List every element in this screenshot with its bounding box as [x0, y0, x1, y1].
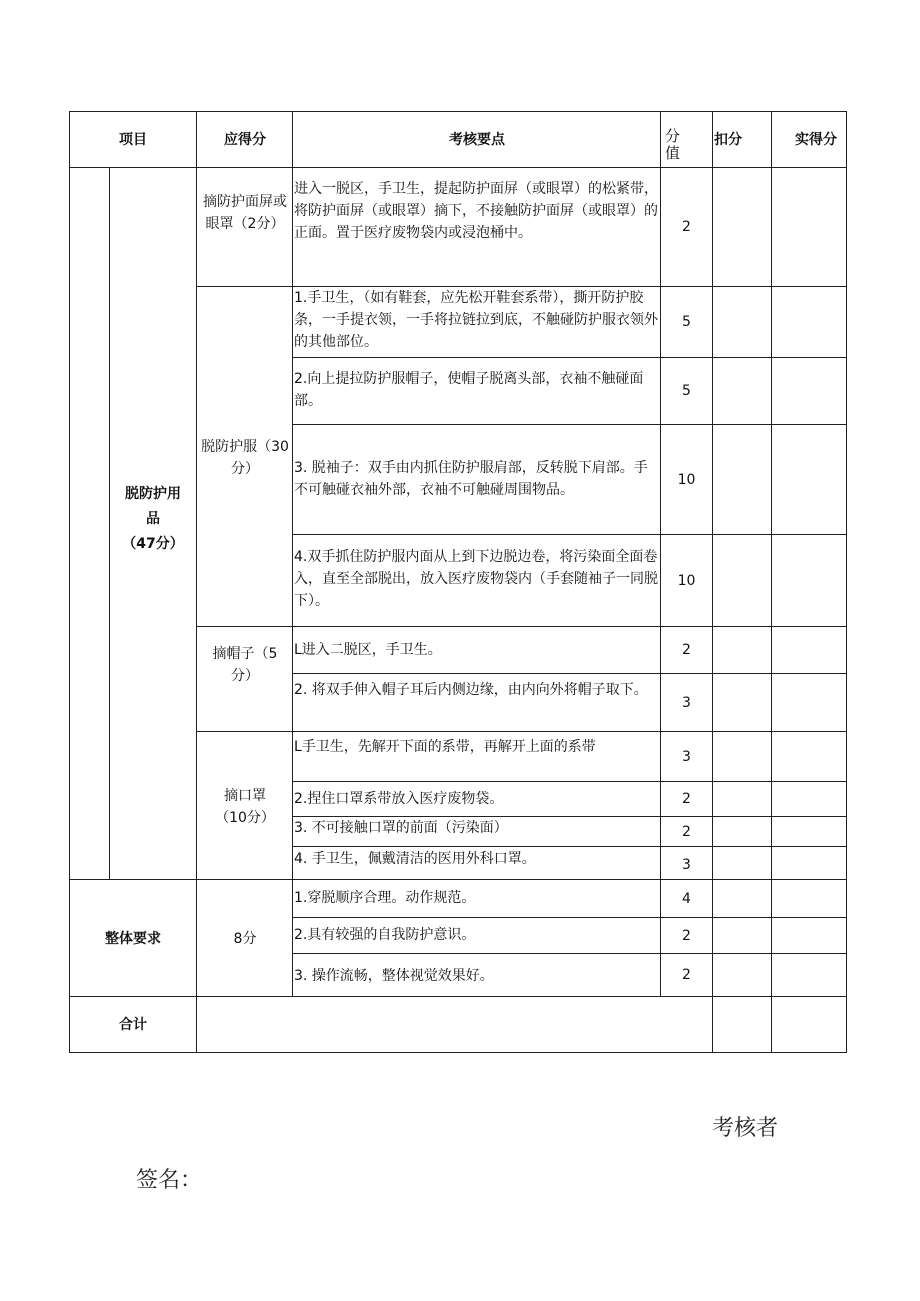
key-point-text: 1.穿脱顺序合理。动作规范。 — [294, 890, 476, 906]
section-label — [110, 482, 196, 557]
score-value: 10 — [677, 471, 696, 488]
table-line — [293, 781, 847, 782]
key-point-text: 2.捏住口罩系带放入医疗废物袋。 — [294, 791, 504, 807]
section-label-line: 脱防护用 — [125, 486, 181, 502]
section-score: 8分 — [233, 930, 257, 947]
group-name: 摘口罩（10分） — [215, 788, 275, 826]
score-value: 3 — [682, 857, 691, 873]
table-line — [197, 731, 847, 732]
key-point-text: 2.具有较强的自我防护意识。 — [294, 927, 476, 943]
key-point-text: L手卫生，先解开下面的系带，再解开上面的系带 — [294, 739, 596, 755]
score-value: 3 — [682, 748, 691, 765]
signature-label: 签名： — [136, 1168, 203, 1193]
examiner-label: 考核者 — [712, 1116, 779, 1141]
key-point-text: 进入一脱区，手卫生，提起防护面屏（或眼罩）的松紧带，将防护面屏（或眼罩）摘下，不接触防护面屏（或眼罩）的正面。置于医疗废物袋内或浸泡桶中。 — [294, 181, 658, 241]
score-value: 4 — [682, 890, 691, 907]
score-value: 5 — [682, 314, 691, 330]
header-deduct: 扣分 — [714, 132, 742, 148]
header-key-points: 考核要点 — [449, 131, 505, 148]
key-point-text: 3. 操作流畅，整体视觉效果好。 — [294, 968, 494, 984]
key-point-text: L进入二脱区，手卫生。 — [294, 642, 442, 658]
section-label: 整体要求 — [105, 930, 161, 947]
total-label: 合计 — [119, 1017, 147, 1033]
section-label-line: 品 — [146, 511, 160, 527]
table-line — [293, 917, 847, 918]
score-value: 3 — [682, 694, 691, 711]
score-value: 2 — [682, 791, 691, 807]
table-line — [292, 111, 293, 996]
score-value: 5 — [682, 383, 691, 399]
table-line — [197, 626, 847, 627]
score-value: 2 — [682, 642, 691, 658]
table-line — [293, 846, 847, 847]
table-line — [293, 673, 847, 674]
key-point-text: 2.向上提拉防护服帽子，使帽子脱离头部，衣袖不触碰面部。 — [294, 371, 644, 409]
key-point-text: 1.手卫生，（如有鞋套，应先松开鞋套系带），撕开防护胶条，一手提衣领，一手将拉链拉到底，不触碰防护服衣领外的其他部位。 — [294, 290, 658, 350]
table-line — [293, 534, 847, 535]
scoring-table — [69, 111, 847, 1053]
score-value: 2 — [682, 219, 691, 235]
group-name: 摘防护面屏或眼罩（2分） — [203, 194, 287, 232]
key-point-text: 4.双手抓住防护服内面从上到下边脱边卷，将污染面全面卷入，直至全部脱出，放入医疗废物袋内（手套随袖子一同脱下）。 — [294, 549, 658, 609]
header-value-1: 分 — [665, 127, 681, 145]
header-actual: 实得分 — [795, 132, 837, 148]
table-line — [771, 111, 772, 1053]
score-value: 2 — [682, 824, 691, 840]
key-point-text: 3. 不可接触口罩的前面（污染面） — [294, 820, 508, 836]
header-should-score: 应得分 — [224, 131, 266, 148]
score-value: 10 — [677, 572, 696, 589]
key-point-text: 3. 脱袖子：双手由内抓住防护服肩部，反转脱下肩部。手不可触碰衣袖外部，衣袖不可触碰周围物品。 — [294, 460, 648, 498]
score-value: 2 — [682, 967, 691, 983]
header-value-2: 值 — [665, 144, 681, 162]
table-line — [293, 424, 847, 425]
key-point-text: 4. 手卫生，佩戴清洁的医用外科口罩。 — [294, 851, 536, 867]
score-value: 2 — [682, 927, 691, 944]
table-line — [712, 111, 713, 1053]
group-name: 摘帽子（5分） — [212, 646, 278, 684]
key-point-text: 2. 将双手伸入帽子耳后内侧边缘，由内向外将帽子取下。 — [294, 682, 648, 698]
table-line — [293, 357, 847, 358]
header-item: 项目 — [119, 131, 147, 148]
group-name: 脱防护服（30分） — [201, 439, 289, 477]
section-label-line: （47分） — [122, 536, 184, 552]
table-line — [293, 953, 847, 954]
table-line — [846, 111, 847, 1053]
